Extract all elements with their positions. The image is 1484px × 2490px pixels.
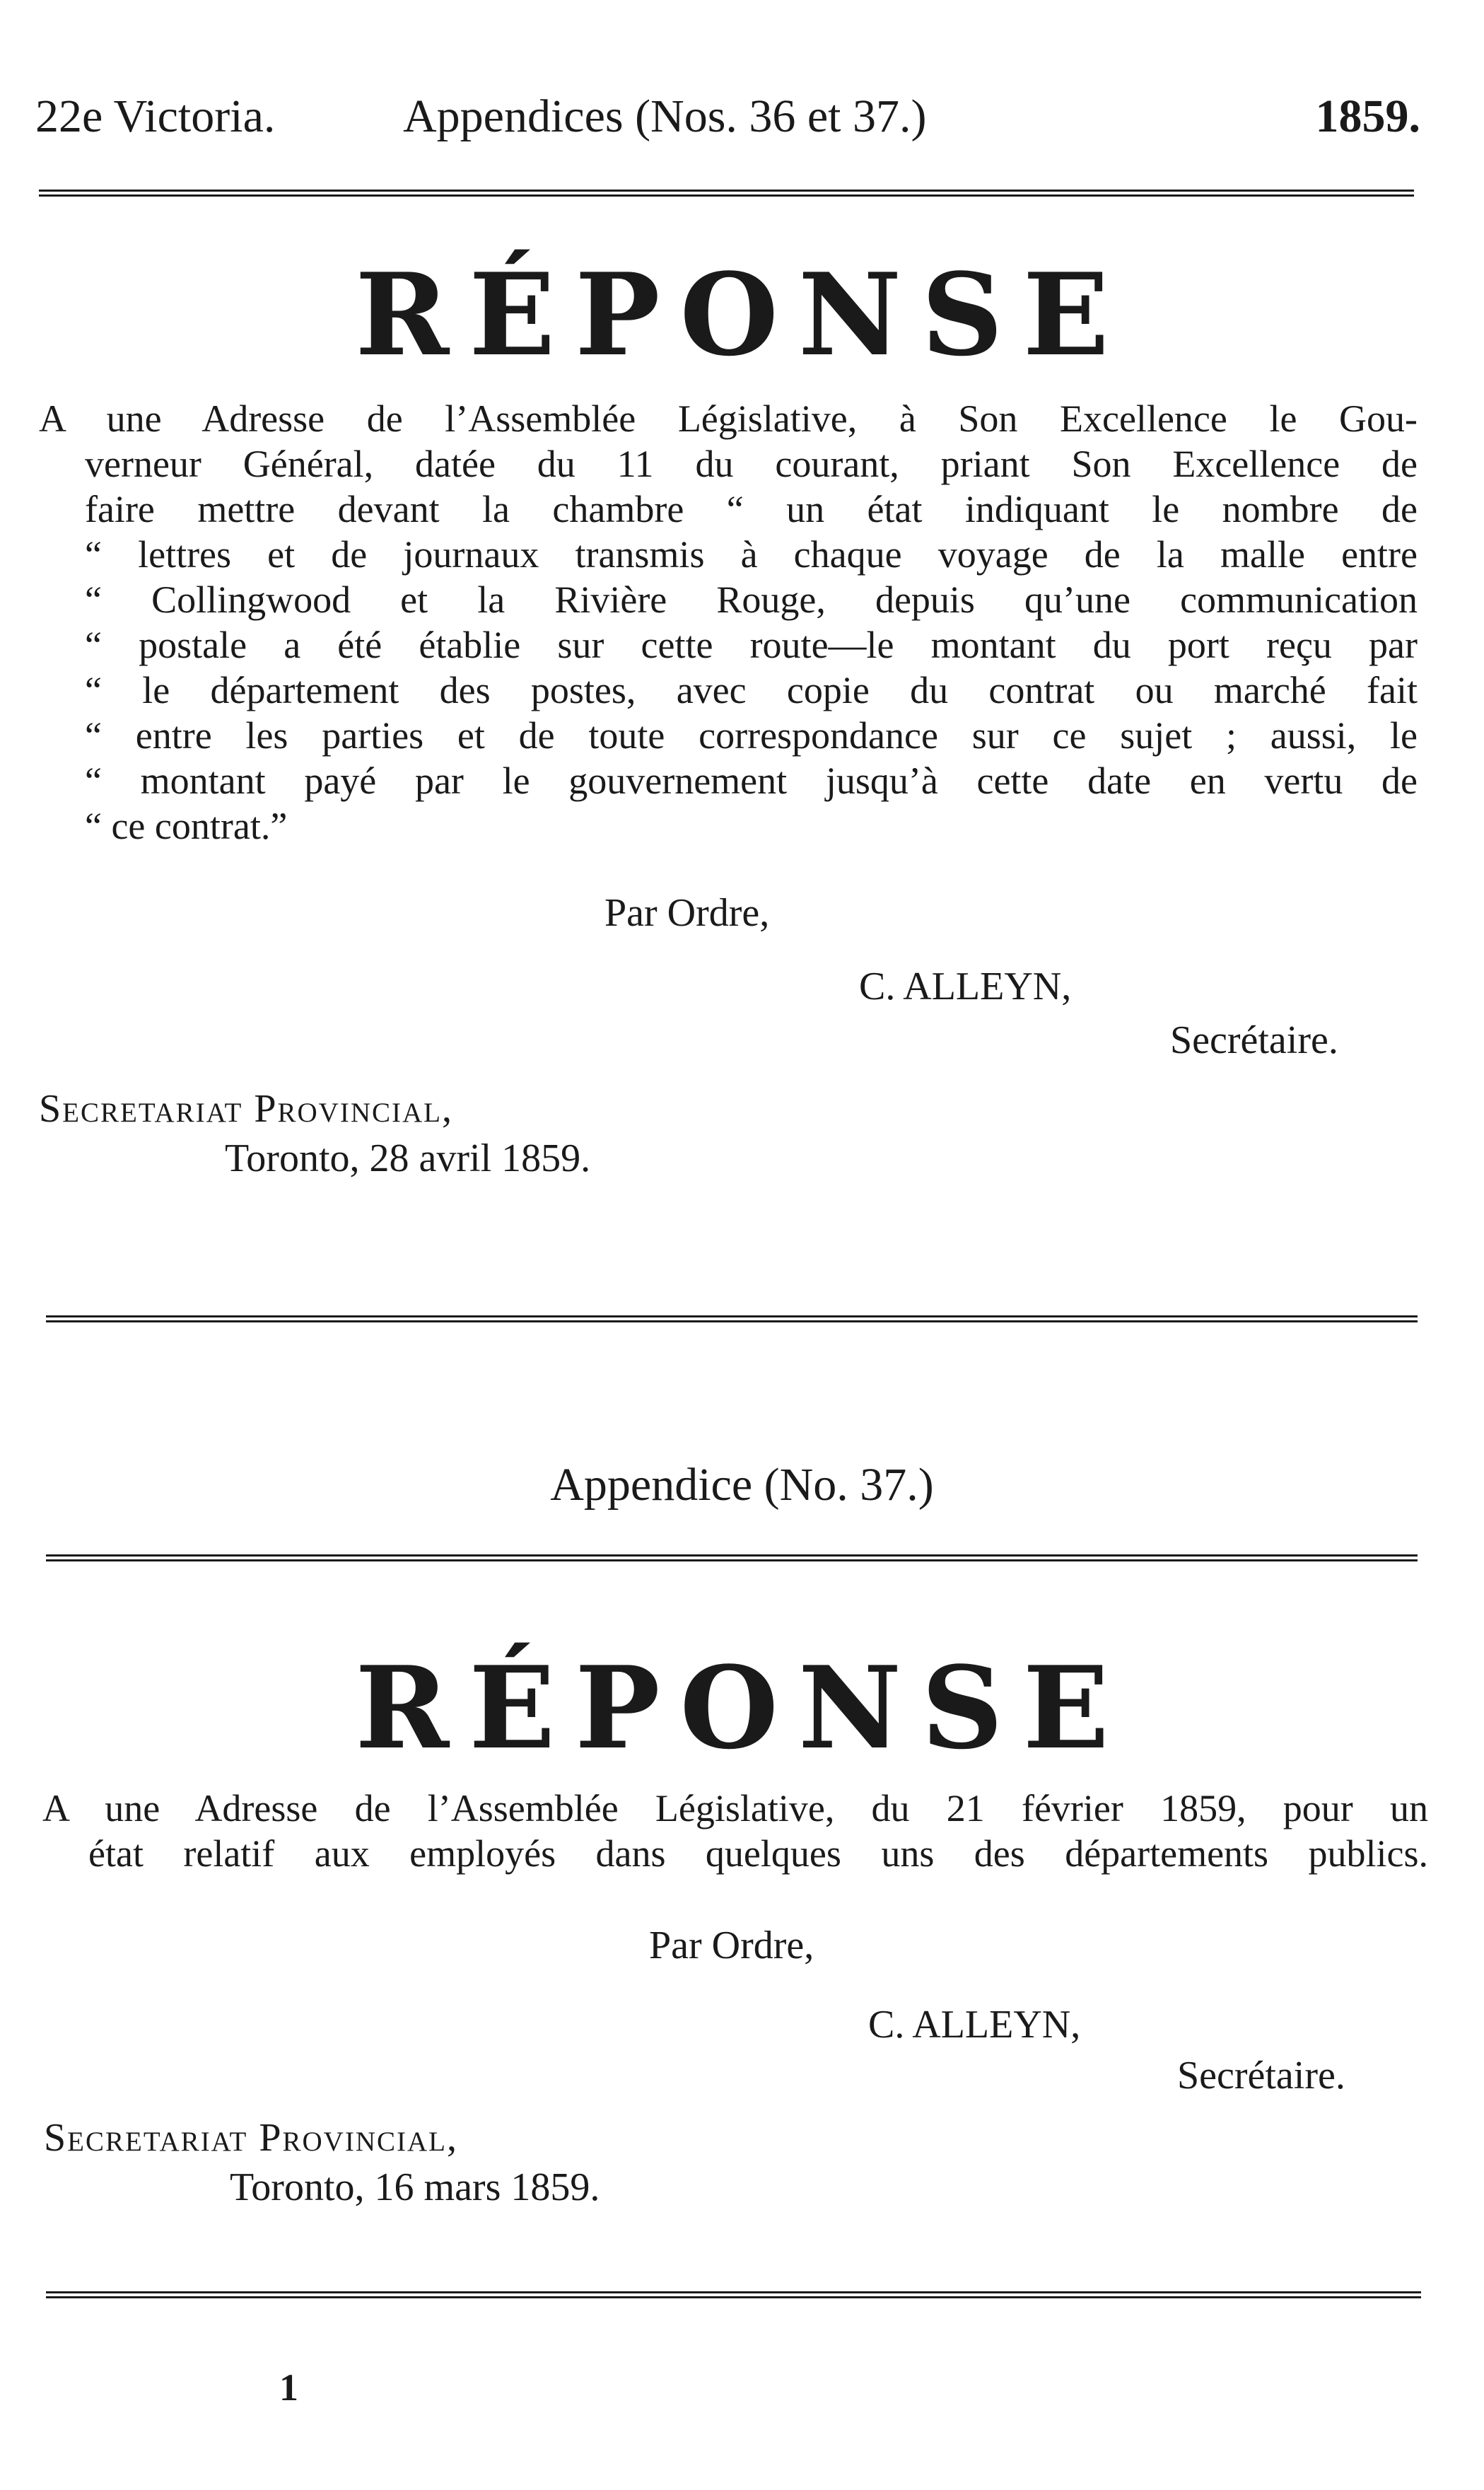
section2-place-date: Toronto, 16 mars 1859. (230, 2165, 600, 2209)
section1-par-ordre: Par Ordre, (604, 891, 770, 935)
section2-appendix-title: Appendice (No. 37.) (550, 1459, 934, 1511)
section1-line: verneur Général, datée du 11 du courant, priant Son Excellence de (85, 443, 1418, 485)
section1-place-date: Toronto, 28 avril 1859. (225, 1136, 591, 1180)
section1-line: “ Collingwood et la Rivière Rouge, depuis qu’une communication (85, 578, 1418, 621)
header-rule (39, 190, 1414, 197)
section2-heading: RÉPONSE (355, 1641, 1129, 1774)
section2-signatory-title: Secrétaire. (1177, 2054, 1345, 2098)
running-head-year: 1859. (1315, 91, 1420, 142)
section2-signatory: C. ALLEYN, (868, 2003, 1081, 2047)
footer-rule (46, 2291, 1421, 2298)
section2-title-rule (46, 1554, 1418, 1561)
section1-heading: RÉPONSE (355, 248, 1129, 381)
page-number: 1 (279, 2366, 298, 2409)
section2-par-ordre: Par Ordre, (649, 1924, 814, 1967)
section1-line: “ montant payé par le gouvernement jusqu’à cette date en vertu de (85, 760, 1418, 802)
running-head-appendices: Appendices (Nos. 36 et 37.) (403, 91, 927, 142)
running-head (35, 85, 1420, 149)
running-head-regnal-year: 22e Victoria. (35, 91, 276, 142)
section1-body (39, 396, 1418, 849)
section1-line: faire mettre devant la chambre “ un état indiquant le nombre de (85, 488, 1418, 530)
section2-office: Secretariat Provincial, (44, 2116, 458, 2160)
section1-line: “ le département des postes, avec copie du contrat ou marché fait (85, 669, 1418, 711)
section2-line: A une Adresse de l’Assemblée Législative, du 21 février 1859, pour un (42, 1787, 1428, 1829)
section1-line: “ lettres et de journaux transmis à chaque voyage de la malle entre (85, 533, 1418, 576)
section1-line: A une Adresse de l’Assemblée Législative, à Son Excellence le Gou- (39, 397, 1418, 440)
section1-signatory-title: Secrétaire. (1170, 1018, 1338, 1062)
section2-line: état relatif aux employés dans quelques uns des départements publics. (88, 1832, 1428, 1875)
section1-signatory: C. ALLEYN, (859, 965, 1072, 1008)
section1-line: “ ce contrat.” (85, 805, 288, 847)
section-divider-rule (46, 1315, 1418, 1322)
section1-line: “ entre les parties et de toute correspondance sur ce sujet ; aussi, le (85, 714, 1418, 757)
section1-office: Secretariat Provincial, (39, 1087, 453, 1131)
section1-line: “ postale a été établie sur cette route—le montant du port reçu par (85, 624, 1418, 666)
section2-body (42, 1786, 1428, 1876)
